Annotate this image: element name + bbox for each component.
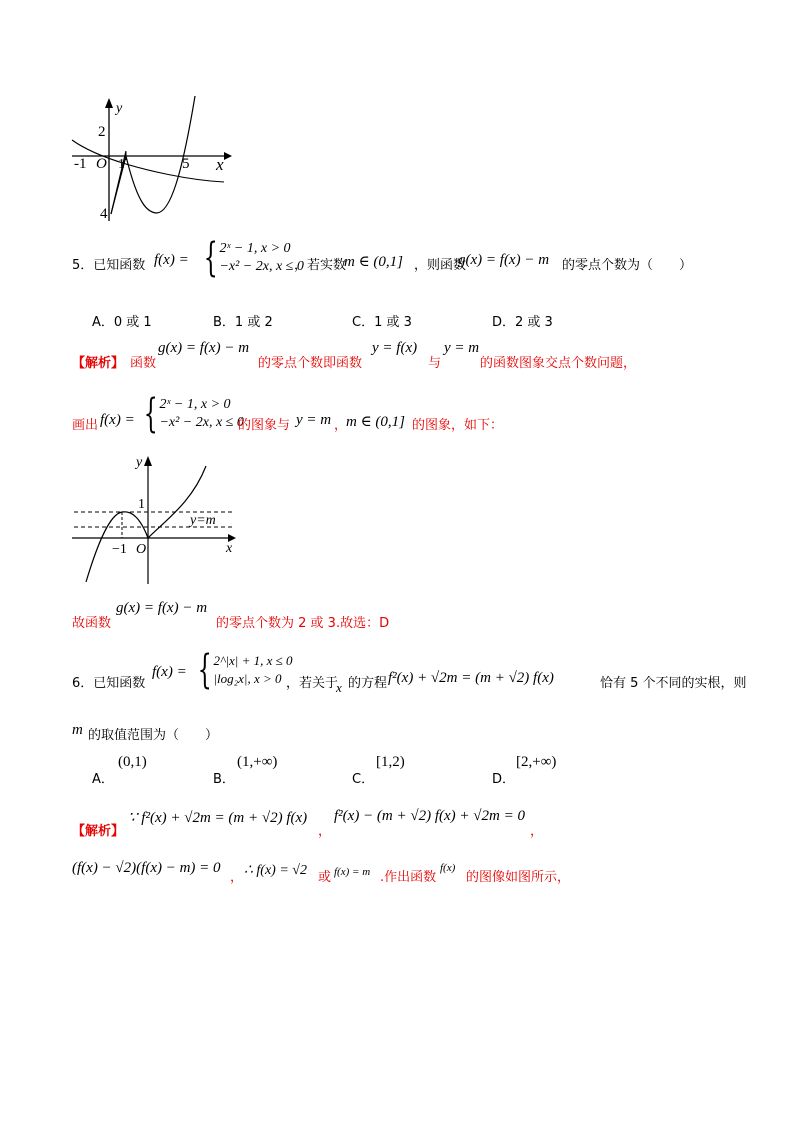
q6-option-c-letter[interactable]: C． — [352, 772, 375, 787]
graph2-tick-1: 1 — [138, 497, 145, 512]
q6-solution-or: 或 — [318, 870, 332, 885]
q5-solution-l2-b: 的图象与 — [238, 418, 291, 433]
graph1-y-label: y — [116, 101, 123, 116]
q6-option-b-letter[interactable]: B． — [213, 772, 235, 787]
graph1-tick-2: 2 — [98, 124, 106, 140]
q6-solution-eq3: (f(x) − √2)(f(x) − m) = 0 — [72, 860, 221, 876]
q5-solution-l1-ym: y = m — [444, 340, 480, 356]
graph1-x-label: x — [216, 155, 224, 174]
q5-then: ，则函数 — [414, 258, 467, 273]
q5-solution-tag: 【解析】 — [72, 356, 125, 371]
q5-solution-l3-a: 故函数 — [72, 616, 112, 631]
graph2-x-label: x — [226, 541, 233, 556]
q5-solution-l1-b: 的零点个数即函数 — [258, 356, 363, 371]
q6-m-var: m — [72, 722, 83, 738]
q5-solution-l1-g: g(x) = f(x) − m — [158, 340, 250, 356]
q5-number: 5．已知函数 — [72, 258, 146, 273]
q6-solution-eq4: ∴ f(x) = √2 — [244, 863, 307, 878]
graph1-tick-4: 4 — [100, 206, 108, 222]
q6-x-var: x — [336, 680, 342, 695]
q6-case2: |log₂x|, x > 0 — [213, 671, 282, 686]
q5-solution-l1-a: 函数 — [130, 356, 157, 371]
q5-case2: −x² − 2x, x ≤ 0 — [219, 259, 304, 274]
graph2-y-arrow — [144, 456, 152, 466]
q6-solution-sep1: ， — [318, 824, 332, 839]
q5-g-def: g(x) = f(x) − m — [458, 252, 550, 268]
q5-solution-l2-fx: f(x) = — [100, 412, 135, 428]
graph1-y-arrow — [105, 98, 113, 108]
graph1-decreasing-curve — [72, 140, 224, 182]
graph1-wave-curve — [111, 96, 196, 214]
q5-solution-l2-c: 的图象，如下： — [412, 418, 504, 433]
q5-solution-l3-g: g(x) = f(x) − m — [116, 600, 208, 616]
q6-piecewise — [192, 647, 293, 693]
q5-option-b[interactable]: B．1 或 2 — [213, 315, 273, 330]
graph2-origin: O — [136, 542, 147, 557]
q5-solution-l2-sep: ， — [334, 418, 348, 433]
q6-fx: f(x) = — [152, 664, 187, 680]
q5-solution-piecewise — [138, 391, 244, 437]
q5-piecewise — [198, 235, 304, 281]
graph-2 — [70, 452, 240, 588]
graph1-x-arrow — [224, 152, 232, 160]
graph2-tick-neg1: −1 — [112, 542, 127, 557]
q5-solution-case1: 2ˣ − 1, x > 0 — [159, 397, 231, 412]
q5-tail: 的零点个数为（ ） — [562, 258, 693, 273]
q6-number: 6．已知函数 — [72, 676, 146, 691]
graph2-line-label: y=m — [190, 513, 216, 528]
q5-m-range: m ∈ (0,1] — [344, 254, 404, 270]
graph1-tick-1: 1 — [118, 157, 125, 172]
q6-equation: f²(x) + √2m = (m + √2) f(x) — [388, 670, 554, 686]
q6-solution-eq2: f²(x) − (m + √2) f(x) + √2m = 0 — [334, 808, 525, 824]
q5-solution-l1-y: y = f(x) — [372, 340, 418, 356]
graph1-origin: O — [96, 156, 107, 172]
q6-solution-tail-b: 的图像如图所示， — [466, 870, 571, 885]
q5-fx: f(x) = — [154, 252, 189, 268]
q5-solution-l2-m: m ∈ (0,1] — [346, 414, 406, 430]
q6-solution-eq6: f(x) — [440, 862, 456, 874]
q6-solution-tail-a: .作出函数 — [380, 870, 437, 885]
graph2-y-label: y — [136, 455, 143, 470]
q6-option-d-value[interactable]: [2,+∞) — [516, 754, 557, 770]
q5-brace: { — [203, 235, 218, 281]
q6-case1: 2^|x| + 1, x ≤ 0 — [213, 653, 293, 668]
q5-middle: ，若实数 — [294, 258, 347, 273]
q6-solution-tag: 【解析】 — [72, 824, 125, 839]
q5-solution-l2-ym: y = m — [296, 412, 332, 428]
q6-eq-lead: 的方程 — [348, 676, 388, 691]
q6-option-d-letter[interactable]: D． — [492, 772, 516, 787]
q5-solution-l3-b: 的零点个数为 2 或 3.故选：D — [216, 616, 390, 631]
q6-option-a-letter[interactable]: A． — [92, 772, 114, 787]
q6-solution-eq1: ∵ f²(x) + √2m = (m + √2) f(x) — [128, 810, 308, 826]
q6-solution-sep2: ， — [530, 824, 544, 839]
graph1-tick-neg1: -1 — [74, 156, 87, 172]
q5-option-a[interactable]: A．0 或 1 — [92, 315, 152, 330]
q6-solution-eq5: f(x) = m — [334, 866, 371, 878]
q6-brace: { — [197, 647, 212, 693]
q5-case1: 2ˣ − 1, x > 0 — [219, 241, 291, 256]
graph1-tick-5: 5 — [182, 156, 190, 172]
q6-option-a-value[interactable]: (0,1) — [118, 754, 147, 770]
q6-option-c-value[interactable]: [1,2) — [376, 754, 405, 770]
q6-tail: 恰有 5 个不同的实根，则 — [600, 676, 747, 691]
q5-solution-brace: { — [143, 391, 158, 437]
q6-solution-sep3: ， — [230, 870, 244, 885]
q6-line2-text: 的取值范围为（ ） — [88, 728, 219, 743]
q5-solution-l1-d: 的函数图象交点个数问题， — [480, 356, 637, 371]
q6-option-b-value[interactable]: (1,+∞) — [237, 754, 278, 770]
q5-solution-l2-a: 画出 — [72, 418, 99, 433]
q5-option-c[interactable]: C．1 或 3 — [352, 315, 412, 330]
q5-option-d[interactable]: D．2 或 3 — [492, 315, 553, 330]
graph-1 — [66, 96, 236, 226]
q6-about: ，若关于 — [286, 676, 339, 691]
q5-solution-case2: −x² − 2x, x ≤ 0 — [159, 415, 244, 430]
q5-solution-l1-c: 与 — [428, 356, 442, 371]
